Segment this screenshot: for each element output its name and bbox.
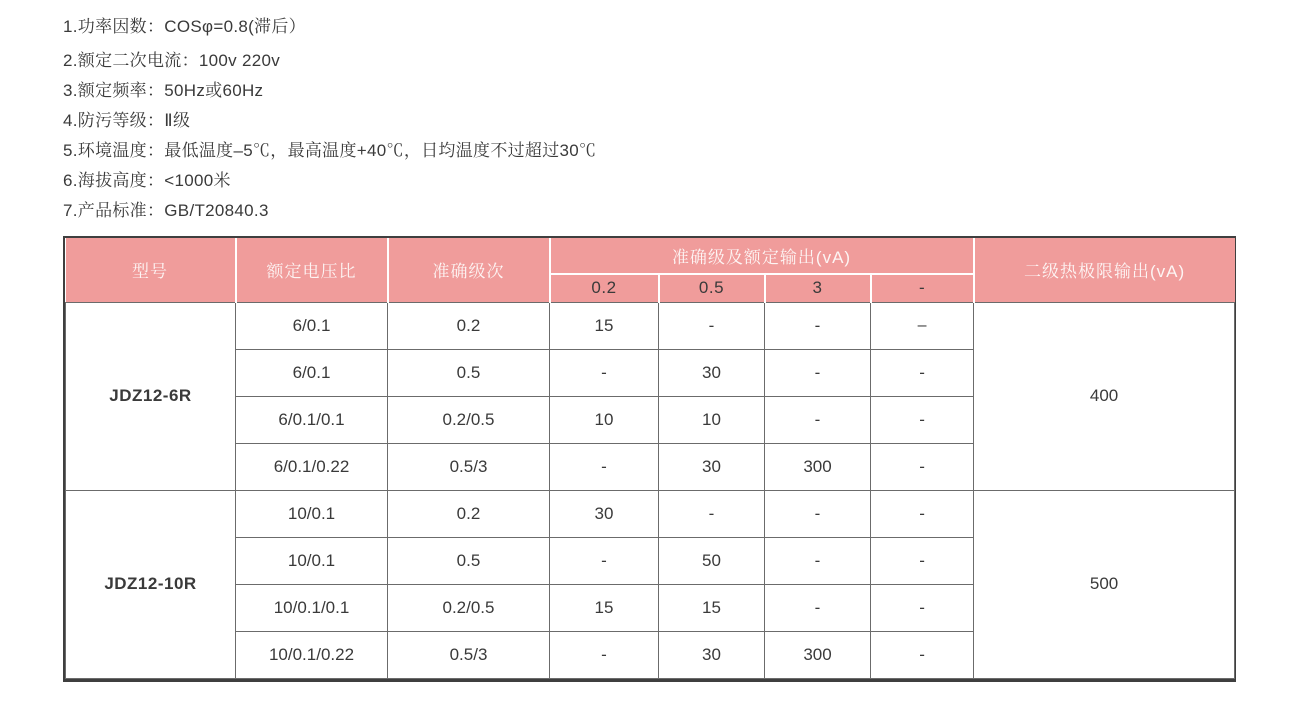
output-cell: 30	[659, 349, 765, 396]
header-sub-3: 3	[765, 274, 871, 302]
header-sub-dash: -	[871, 274, 974, 302]
output-cell: 50	[659, 537, 765, 584]
accuracy-cell: 0.5/3	[388, 631, 550, 678]
accuracy-cell: 0.2	[388, 490, 550, 537]
header-rated-output-group: 准确级及额定输出(vA)	[550, 238, 974, 274]
output-cell: -	[871, 443, 974, 490]
spec-notes	[63, 12, 1294, 226]
output-cell: -	[765, 349, 871, 396]
header-voltage-ratio: 额定电压比	[236, 238, 388, 302]
accuracy-cell: 0.2	[388, 302, 550, 349]
output-cell: -	[765, 537, 871, 584]
output-cell: 15	[550, 584, 659, 631]
thermal-cell-jdz12-10r: 500	[974, 490, 1235, 678]
output-cell: 15	[659, 584, 765, 631]
table-header	[66, 238, 1235, 302]
output-cell: -	[765, 302, 871, 349]
ratio-cell: 6/0.1/0.1	[236, 396, 388, 443]
table-body	[66, 302, 1235, 678]
spec-note-ambient-temperature: 5.环境温度：最低温度–5℃，最高温度+40℃，日均温度不过超过30℃	[63, 141, 597, 160]
header-sub-0-5: 0.5	[659, 274, 765, 302]
output-cell: -	[659, 302, 765, 349]
ratio-cell: 10/0.1	[236, 537, 388, 584]
ratio-cell: 6/0.1	[236, 302, 388, 349]
accuracy-cell: 0.5	[388, 349, 550, 396]
accuracy-cell: 0.2/0.5	[388, 584, 550, 631]
output-cell: 10	[550, 396, 659, 443]
spec-note-secondary-current: 2.额定二次电流：100v 220v	[63, 51, 281, 70]
model-cell-jdz12-6r: JDZ12-6R	[66, 302, 236, 490]
ratio-cell: 10/0.1/0.1	[236, 584, 388, 631]
accuracy-cell: 0.2/0.5	[388, 396, 550, 443]
output-cell: 30	[659, 443, 765, 490]
spec-table	[65, 238, 1235, 679]
header-accuracy-class: 准确级次	[388, 238, 550, 302]
output-cell: 300	[765, 443, 871, 490]
ratio-cell: 6/0.1	[236, 349, 388, 396]
output-cell: -	[765, 584, 871, 631]
header-thermal-limit-output: 二级热极限输出(vA)	[974, 238, 1235, 302]
output-cell: -	[659, 490, 765, 537]
output-cell: 15	[550, 302, 659, 349]
output-cell: -	[765, 490, 871, 537]
header-sub-0-2: 0.2	[550, 274, 659, 302]
spec-note-altitude: 6.海拔高度：<1000米	[63, 171, 231, 190]
ratio-cell: 10/0.1	[236, 490, 388, 537]
ratio-cell: 10/0.1/0.22	[236, 631, 388, 678]
output-cell: 30	[550, 490, 659, 537]
ratio-cell: 6/0.1/0.22	[236, 443, 388, 490]
output-cell: -	[550, 349, 659, 396]
spec-note-product-standard: 7.产品标准：GB/T20840.3	[63, 201, 269, 220]
table-row	[66, 490, 1235, 537]
table-row	[66, 302, 1235, 349]
spec-table-wrapper	[63, 236, 1236, 682]
spec-note-rated-frequency: 3.额定频率：50Hz或60Hz	[63, 81, 264, 100]
spec-note-pollution-level: 4.防污等级：Ⅱ级	[63, 111, 191, 130]
output-cell: 30	[659, 631, 765, 678]
accuracy-cell: 0.5	[388, 537, 550, 584]
output-cell: -	[550, 631, 659, 678]
spec-note-power-factor: 1.功率因数：COSφ=0.8(滞后）	[63, 17, 306, 36]
output-cell: -	[765, 396, 871, 443]
output-cell: 10	[659, 396, 765, 443]
model-cell-jdz12-10r: JDZ12-10R	[66, 490, 236, 678]
accuracy-cell: 0.5/3	[388, 443, 550, 490]
output-cell: 300	[765, 631, 871, 678]
output-cell: -	[550, 443, 659, 490]
thermal-cell-jdz12-6r: 400	[974, 302, 1235, 490]
header-model: 型号	[66, 238, 236, 302]
output-cell: -	[871, 396, 974, 443]
header-row-main	[66, 238, 1235, 274]
output-cell: –	[871, 302, 974, 349]
output-cell: -	[871, 490, 974, 537]
output-cell: -	[871, 349, 974, 396]
output-cell: -	[871, 584, 974, 631]
output-cell: -	[550, 537, 659, 584]
output-cell: -	[871, 631, 974, 678]
output-cell: -	[871, 537, 974, 584]
